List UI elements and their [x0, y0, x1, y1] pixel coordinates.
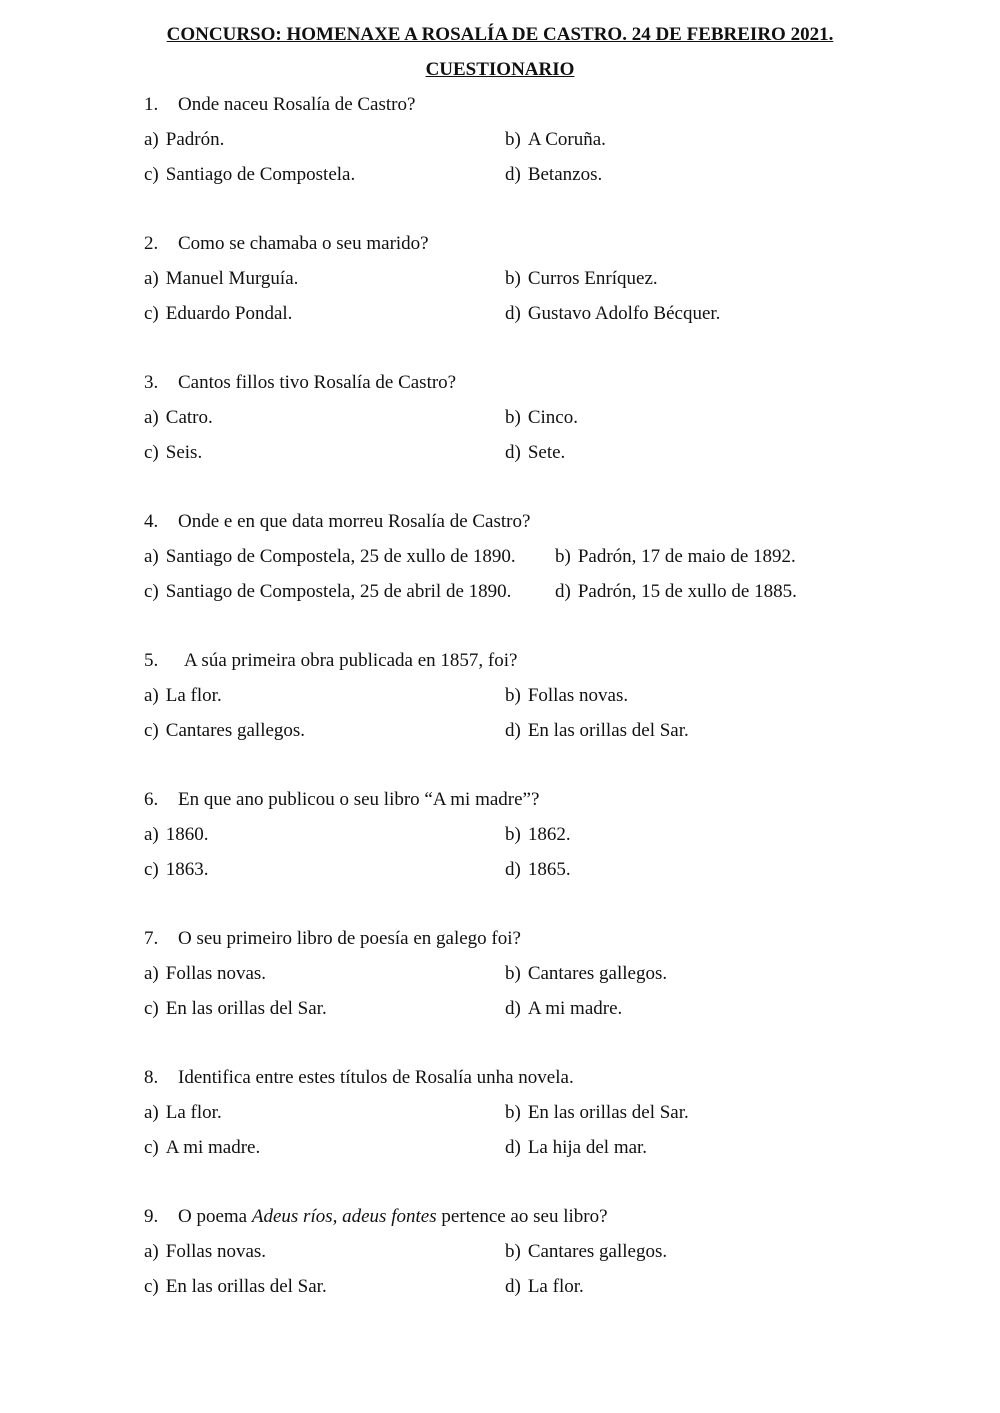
- option-text: 1863.: [165, 859, 209, 880]
- option-d: [505, 720, 689, 742]
- question-text: Identifica entre estes títulos de Rosalía unha novela.: [178, 1067, 574, 1088]
- option-letter: c): [144, 581, 159, 602]
- option-letter: c): [144, 1276, 159, 1297]
- option-text: 1865.: [527, 859, 571, 880]
- question-text: Como se chamaba o seu marido?: [178, 233, 429, 254]
- option-letter: d): [505, 442, 521, 463]
- option-letter: a): [144, 1241, 159, 1262]
- option-letter: a): [144, 407, 159, 428]
- option-a: [144, 268, 298, 290]
- option-b: [505, 1241, 667, 1263]
- option-text: Betanzos.: [527, 164, 603, 185]
- question-text: [178, 1206, 608, 1228]
- option-text: Santiago de Compostela, 25 de xullo de 1890.: [165, 546, 516, 567]
- option-letter: a): [144, 824, 159, 845]
- option-text: Catro.: [165, 407, 213, 428]
- question-number: 2.: [144, 233, 159, 254]
- option-letter: b): [555, 546, 571, 567]
- option-letter: c): [144, 1137, 159, 1158]
- option-letter: c): [144, 859, 159, 880]
- question-text: Onde e en que data morreu Rosalía de Castro?: [178, 511, 531, 532]
- page-title: CONCURSO: HOMENAXE A ROSALÍA DE CASTRO. 24 DE FEBREIRO 2021.: [166, 24, 834, 45]
- option-text: Follas novas.: [165, 1241, 267, 1262]
- option-b: [505, 268, 658, 290]
- question-text: En que ano publicou o seu libro “A mi madre”?: [178, 789, 540, 810]
- option-letter: a): [144, 546, 159, 567]
- option-text: A Coruña.: [527, 129, 606, 150]
- option-c: [144, 581, 511, 603]
- poem-title: Adeus ríos, adeus fontes: [251, 1206, 437, 1227]
- option-text: 1862.: [527, 824, 571, 845]
- option-letter: d): [505, 1276, 521, 1297]
- option-text: En las orillas del Sar.: [527, 720, 689, 741]
- option-letter: c): [144, 164, 159, 185]
- option-d: [505, 164, 602, 186]
- option-text: Cinco.: [527, 407, 578, 428]
- option-letter: d): [505, 720, 521, 741]
- option-text: La flor.: [527, 1276, 584, 1297]
- option-letter: c): [144, 442, 159, 463]
- question-text: O seu primeiro libro de poesía en galego foi?: [178, 928, 521, 949]
- option-d: [505, 442, 565, 464]
- option-a: [144, 1241, 266, 1263]
- question-number: 6.: [144, 789, 159, 810]
- option-b: [555, 546, 796, 568]
- question-text: A súa primeira obra publicada en 1857, foi?: [184, 650, 518, 671]
- option-b: [505, 129, 606, 151]
- option-a: [144, 824, 209, 846]
- option-b: [505, 407, 578, 429]
- option-letter: b): [505, 1102, 521, 1123]
- page-subtitle: CUESTIONARIO: [425, 59, 575, 80]
- option-text: La hija del mar.: [527, 1137, 648, 1158]
- option-letter: a): [144, 129, 159, 150]
- question-text-before: O poema: [178, 1206, 252, 1227]
- option-letter: a): [144, 1102, 159, 1123]
- option-text: Santiago de Compostela.: [165, 164, 356, 185]
- option-letter: b): [505, 1241, 521, 1262]
- option-a: [144, 407, 213, 429]
- option-d: [505, 1137, 647, 1159]
- option-letter: c): [144, 303, 159, 324]
- option-letter: c): [144, 998, 159, 1019]
- option-text: Seis.: [165, 442, 203, 463]
- question-number: 5.: [144, 650, 159, 671]
- question-text-after: pertence ao seu libro?: [436, 1206, 608, 1227]
- option-c: [144, 859, 209, 881]
- option-a: [144, 129, 224, 151]
- option-c: [144, 1137, 260, 1159]
- option-d: [505, 303, 720, 325]
- question-number: 9.: [144, 1206, 159, 1227]
- option-a: [144, 963, 266, 985]
- option-text: La flor.: [165, 1102, 222, 1123]
- option-letter: d): [505, 1137, 521, 1158]
- question-text: Onde naceu Rosalía de Castro?: [178, 94, 416, 115]
- option-text: Padrón, 15 de xullo de 1885.: [577, 581, 797, 602]
- option-text: La flor.: [165, 685, 222, 706]
- option-text: En las orillas del Sar.: [165, 998, 327, 1019]
- option-text: Sete.: [527, 442, 566, 463]
- option-text: Cantares gallegos.: [165, 720, 306, 741]
- option-text: A mi madre.: [165, 1137, 261, 1158]
- option-c: [144, 720, 305, 742]
- option-d: [505, 998, 622, 1020]
- option-c: [144, 303, 292, 325]
- option-letter: b): [505, 129, 521, 150]
- option-letter: a): [144, 963, 159, 984]
- option-letter: a): [144, 268, 159, 289]
- option-a: [144, 1102, 222, 1124]
- option-text: En las orillas del Sar.: [527, 1102, 689, 1123]
- option-c: [144, 442, 202, 464]
- option-b: [505, 1102, 689, 1124]
- option-text: Follas novas.: [165, 963, 267, 984]
- option-d: [505, 859, 571, 881]
- option-c: [144, 1276, 327, 1298]
- option-text: Padrón, 17 de maio de 1892.: [577, 546, 796, 567]
- option-text: Manuel Murguía.: [165, 268, 299, 289]
- option-c: [144, 164, 355, 186]
- option-a: [144, 685, 222, 707]
- question-number: 1.: [144, 94, 159, 115]
- option-d: [555, 581, 797, 603]
- option-letter: b): [505, 824, 521, 845]
- option-text: 1860.: [165, 824, 209, 845]
- option-letter: d): [505, 164, 521, 185]
- option-text: Follas novas.: [527, 685, 629, 706]
- option-a: [144, 546, 516, 568]
- option-letter: b): [505, 685, 521, 706]
- option-b: [505, 963, 667, 985]
- question-number: 3.: [144, 372, 159, 393]
- option-letter: d): [505, 859, 521, 880]
- option-letter: d): [505, 303, 521, 324]
- option-letter: d): [505, 998, 521, 1019]
- option-letter: a): [144, 685, 159, 706]
- option-text: Cantares gallegos.: [527, 963, 668, 984]
- option-text: A mi madre.: [527, 998, 623, 1019]
- option-b: [505, 685, 628, 707]
- option-text: Gustavo Adolfo Bécquer.: [527, 303, 721, 324]
- option-letter: b): [505, 268, 521, 289]
- question-number: 4.: [144, 511, 159, 532]
- option-d: [505, 1276, 584, 1298]
- option-text: Padrón.: [165, 129, 225, 150]
- option-letter: b): [505, 407, 521, 428]
- option-text: Santiago de Compostela, 25 de abril de 1890.: [165, 581, 512, 602]
- option-text: Cantares gallegos.: [527, 1241, 668, 1262]
- option-text: Curros Enríquez.: [527, 268, 658, 289]
- question-number: 8.: [144, 1067, 159, 1088]
- question-text: Cantos fillos tivo Rosalía de Castro?: [178, 372, 457, 393]
- option-letter: c): [144, 720, 159, 741]
- option-letter: b): [505, 963, 521, 984]
- option-b: [505, 824, 571, 846]
- option-letter: d): [555, 581, 571, 602]
- option-c: [144, 998, 327, 1020]
- option-text: En las orillas del Sar.: [165, 1276, 327, 1297]
- question-number: 7.: [144, 928, 159, 949]
- option-text: Eduardo Pondal.: [165, 303, 293, 324]
